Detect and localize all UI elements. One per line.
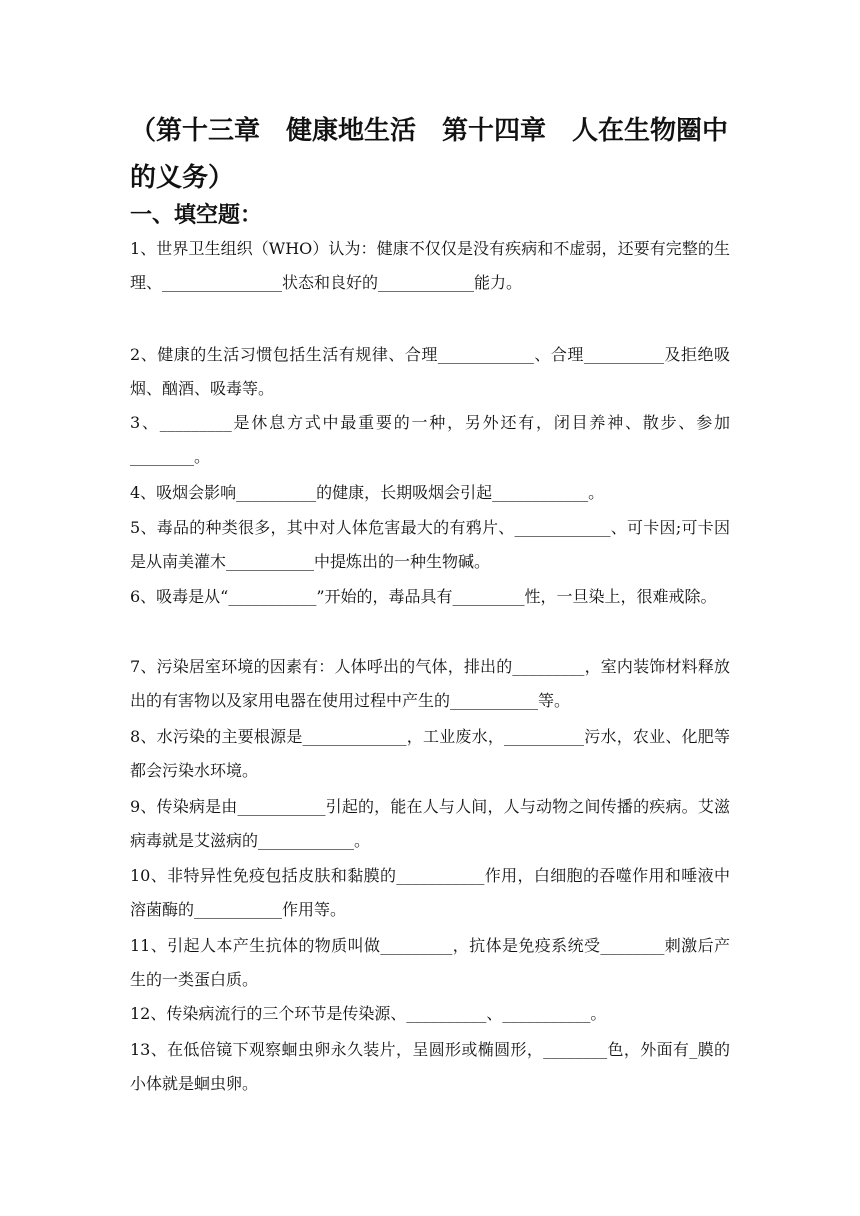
question-9: 9、传染病是由___________引起的，能在人与人间，人与动物之间传播的疾病。艾滋病毒就是艾滋病的____________。 — [130, 797, 730, 850]
question-12: 12、传染病流行的三个环节是传染源、__________、___________。 — [130, 1004, 607, 1023]
question-4: 4、吸烟会影响__________的健康，长期吸烟会引起____________。 — [130, 483, 605, 502]
question-6: 6、吸毒是从“___________”开始的，毒品具有_________性，一旦染上，很难戒除。 — [130, 587, 717, 606]
question-11: 11、引起人本产生抗体的物质叫做_________，抗体是免疫系统受________刺激后产生的一类蛋白质。 — [130, 936, 730, 989]
section-heading: 一、填空题： — [130, 203, 263, 228]
question-1: 1、世界卫生组织（WHO）认为：健康不仅仅是没有疾病和不虚弱，还要有完整的生理、_______________状态和良好的____________能力。 — [130, 239, 730, 292]
question-2: 2、健康的生活习惯包括生活有规律、合理____________、合理__________及拒绝吸烟、酗酒、吸毒等。 — [130, 345, 730, 398]
question-8: 8、水污染的主要根源是_____________，工业废水，__________污水，农业、化肥等都会污染水环境。 — [130, 727, 730, 780]
question-7: 7、污染居室环境的因素有：人体呼出的气体，排出的_________，室内装饰材料释放出的有害物以及家用电器在使用过程中产生的___________等。 — [130, 657, 730, 710]
question-10: 10、非特异性免疫包括皮肤和黏膜的___________作用，白细胞的吞噬作用和唾液中溶菌酶的___________作用等。 — [130, 866, 730, 919]
document-title: （第十三章 健康地生活 第十四章 人在生物圈中的义务） — [130, 116, 729, 193]
question-3: 3、_________是休息方式中最重要的一种，另外还有，闭目养神、散步、参加________。 — [130, 413, 730, 466]
question-13: 13、在低倍镜下观察蛔虫卵永久装片，呈圆形或椭圆形，________色，外面有_膜的小体就是蛔虫卵。 — [130, 1040, 730, 1093]
question-5: 5、毒品的种类很多，其中对人体危害最大的有鸦片、____________、可卡因;可卡因是从南美灌木___________中提炼出的一种生物碱。 — [130, 518, 730, 571]
